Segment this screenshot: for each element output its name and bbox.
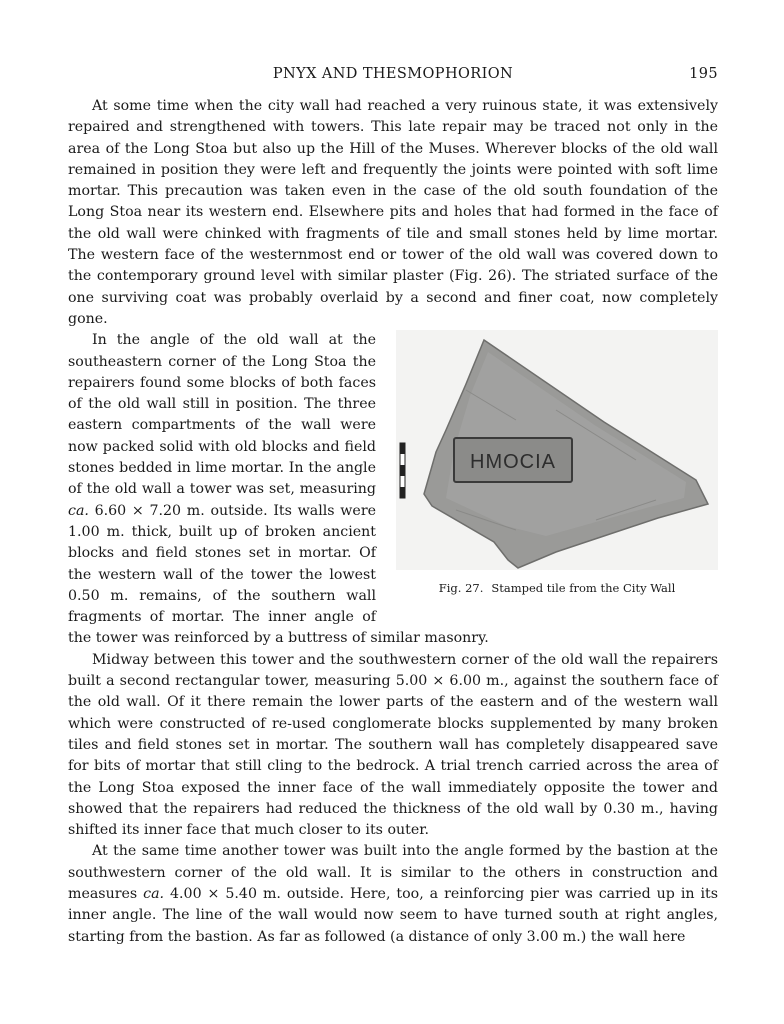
figure-caption-text: Stamped tile from the City Wall	[491, 581, 676, 596]
text-run: At the same time another tower was built into the angle formed by the bastion at the southwestern corner of the old wall. It is similar to the others in construction and measures	[68, 843, 718, 902]
text-run: In the angle of the old wall at the southeastern corner of the Long Stoa the repairers found some blocks of both faces of the old wall still in position. The three eastern compartments of the wall were now packed solid with old blocks and field stones bedded in lime mortar. In the angle of the old wall a tower was set, measuring	[68, 332, 376, 498]
page-number: 195	[689, 66, 718, 82]
italic-run: ca.	[68, 502, 89, 519]
text-run: Midway between this tower and the southwestern corner of the old wall the repairers built a second rectangular tower, measuring 5.00 × 6.00 m., against the southern face of the old wall. Of it there remain the lower parts of the eastern and of the western wall which were constructed of re-used conglomerate blocks supplemented by many broken tiles and field stones set in mortar. The southern wall has completely disappeared save for bits of mortar that still cling to the bedrock. A trial trench carried across the area of the Long Stoa exposed the inner face of the wall immediately opposite the tower and showed that the repairers had reduced the thickness of the old wall by 0.30 m., having shifted its inner face that much closer to its outer.	[68, 651, 718, 839]
running-title: PNYX AND THESMOPHORION	[272, 66, 514, 82]
stamp-lettering: ΗΜΟCIA	[470, 451, 556, 474]
figure-label: Fig. 27.	[438, 581, 484, 596]
stamp	[454, 438, 572, 482]
paragraph	[68, 841, 718, 947]
paragraph	[68, 650, 718, 842]
italic-run: ca.	[143, 885, 165, 902]
running-head	[68, 66, 718, 88]
scale-bar	[400, 443, 405, 498]
stamped-tile-photo	[396, 330, 718, 570]
figure-caption	[396, 578, 718, 599]
body-text	[68, 96, 718, 948]
text-run: 6.60 × 7.20 m. outside. Its walls were 1.00 m. thick, built up of broken ancient blocks and field stones set in mortar. Of the western wall of the tower the lowest 0.50 m. remains, of the southern wall fragments of mortar. The inner angle of the tower was reinforced by a buttress of similar masonry.	[68, 502, 489, 647]
text-run: At some time when the city wall had reached a very ruinous state, it was extensively repaired and strengthened with towers. This late repair may be traced not only in the area of the Long Stoa but also up the Hill of the Muses. Wherever blocks of the old wall remained in position they were left and frequently the joints were pointed with soft lime mortar. This precaution was taken even in the case of the old south foundation of the Long Stoa near its western end. Elsewhere pits and holes that had formed in the face of the old wall were chinked with fragments of tile and small stones held by lime mortar. The western face of the westernmost end or tower of the old wall was covered down to the contemporary ground level with similar plaster (Fig. 26). The striated surface of the one surviving coat was probably overlaid by a second and finer coat, now completely gone.	[68, 98, 718, 327]
paragraph	[68, 96, 718, 330]
text-run: 4.00 × 5.40 m. outside. Here, too, a reinforcing pier was carried up in its inner angle. The line of the wall would now seem to have turned south at right angles, starting from the bastion. As far as followed (a distance of only 3.00 m.) the wall here	[68, 885, 718, 945]
figure-27	[396, 330, 718, 605]
page	[68, 66, 718, 948]
